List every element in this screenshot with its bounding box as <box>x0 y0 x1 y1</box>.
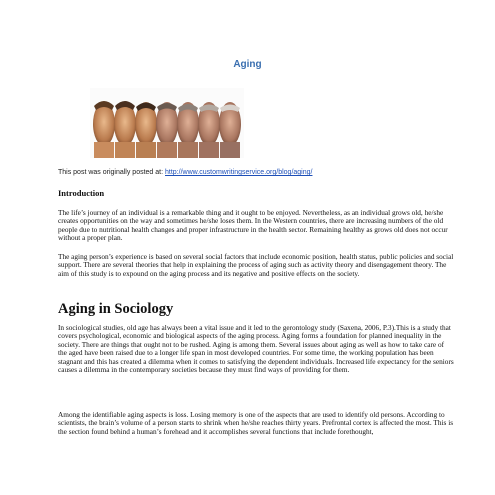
aging-faces-illustration <box>90 88 244 158</box>
paragraph-4: Among the identifiable aging aspects is loss. Losing memory is one of the aspects that are used to identify old persons. According to scientists, the brain’s volume of a person starts to shrink when he/she reaches thirty years. Prefrontal cortex is affected the most. This is the section found behind a human’s forehead and it accomplishes several functions that include forethought, <box>58 410 454 436</box>
heading-aging-in-sociology: Aging in Sociology <box>58 301 174 317</box>
face-4 <box>156 102 178 158</box>
source-link[interactable]: http://www.customwritingservice.org/blog/aging/ <box>165 169 313 176</box>
face-2 <box>114 101 136 158</box>
paragraph-2: The aging person’s experience is based on several social factors that include economic position, health status, public policies and social support. There are several theories that help in explaining the process of aging such as activity theory and disengagement theory. The aim of this study is to expound on the aging process and its negative and positive effects on the society. <box>58 252 454 278</box>
face-1 <box>93 101 115 158</box>
face-7 <box>219 102 241 158</box>
source-prefix: This post was originally posted at: <box>58 169 165 176</box>
heading-introduction: Introduction <box>58 188 105 198</box>
paragraph-3: In sociological studies, old age has always been a vital issue and it led to the gerontology study (Saxena, 2006, P.3).This is a study that covers psychological, economic and biological aspects of the aging process. Aging forms a foundation for planned inequality in the society. There are things that ought not to be rushed. Aging is among them. Several issues about aging as well as how to take care of the aged have been raised due to a longer life span in most developed countries. For some time, the working population has been stagnant and this has created a dilemma when it comes to satisfying the dependent individuals. Increased life expectancy for the seniors causes a dilemma in the contemporary societies because they must find ways of providing for them. <box>58 323 454 375</box>
face-5 <box>177 102 199 158</box>
source-line <box>58 169 458 176</box>
document-title: Aging <box>233 59 262 70</box>
face-6 <box>198 102 220 158</box>
aging-faces-image <box>90 88 244 158</box>
paragraph-1: The life’s journey of an individual is a remarkable thing and it ought to be enjoyed. Nevertheless, as an individual grows old, he/she creates opportunities on the way and sometimes he/she loses them. In the Western countries, there are increasing numbers of the old people due to nutritional health changes and proper infrastructure in the health sector. Remaining healthy as grows old does not occur without a proper plan. <box>58 208 448 243</box>
face-3 <box>135 102 157 158</box>
